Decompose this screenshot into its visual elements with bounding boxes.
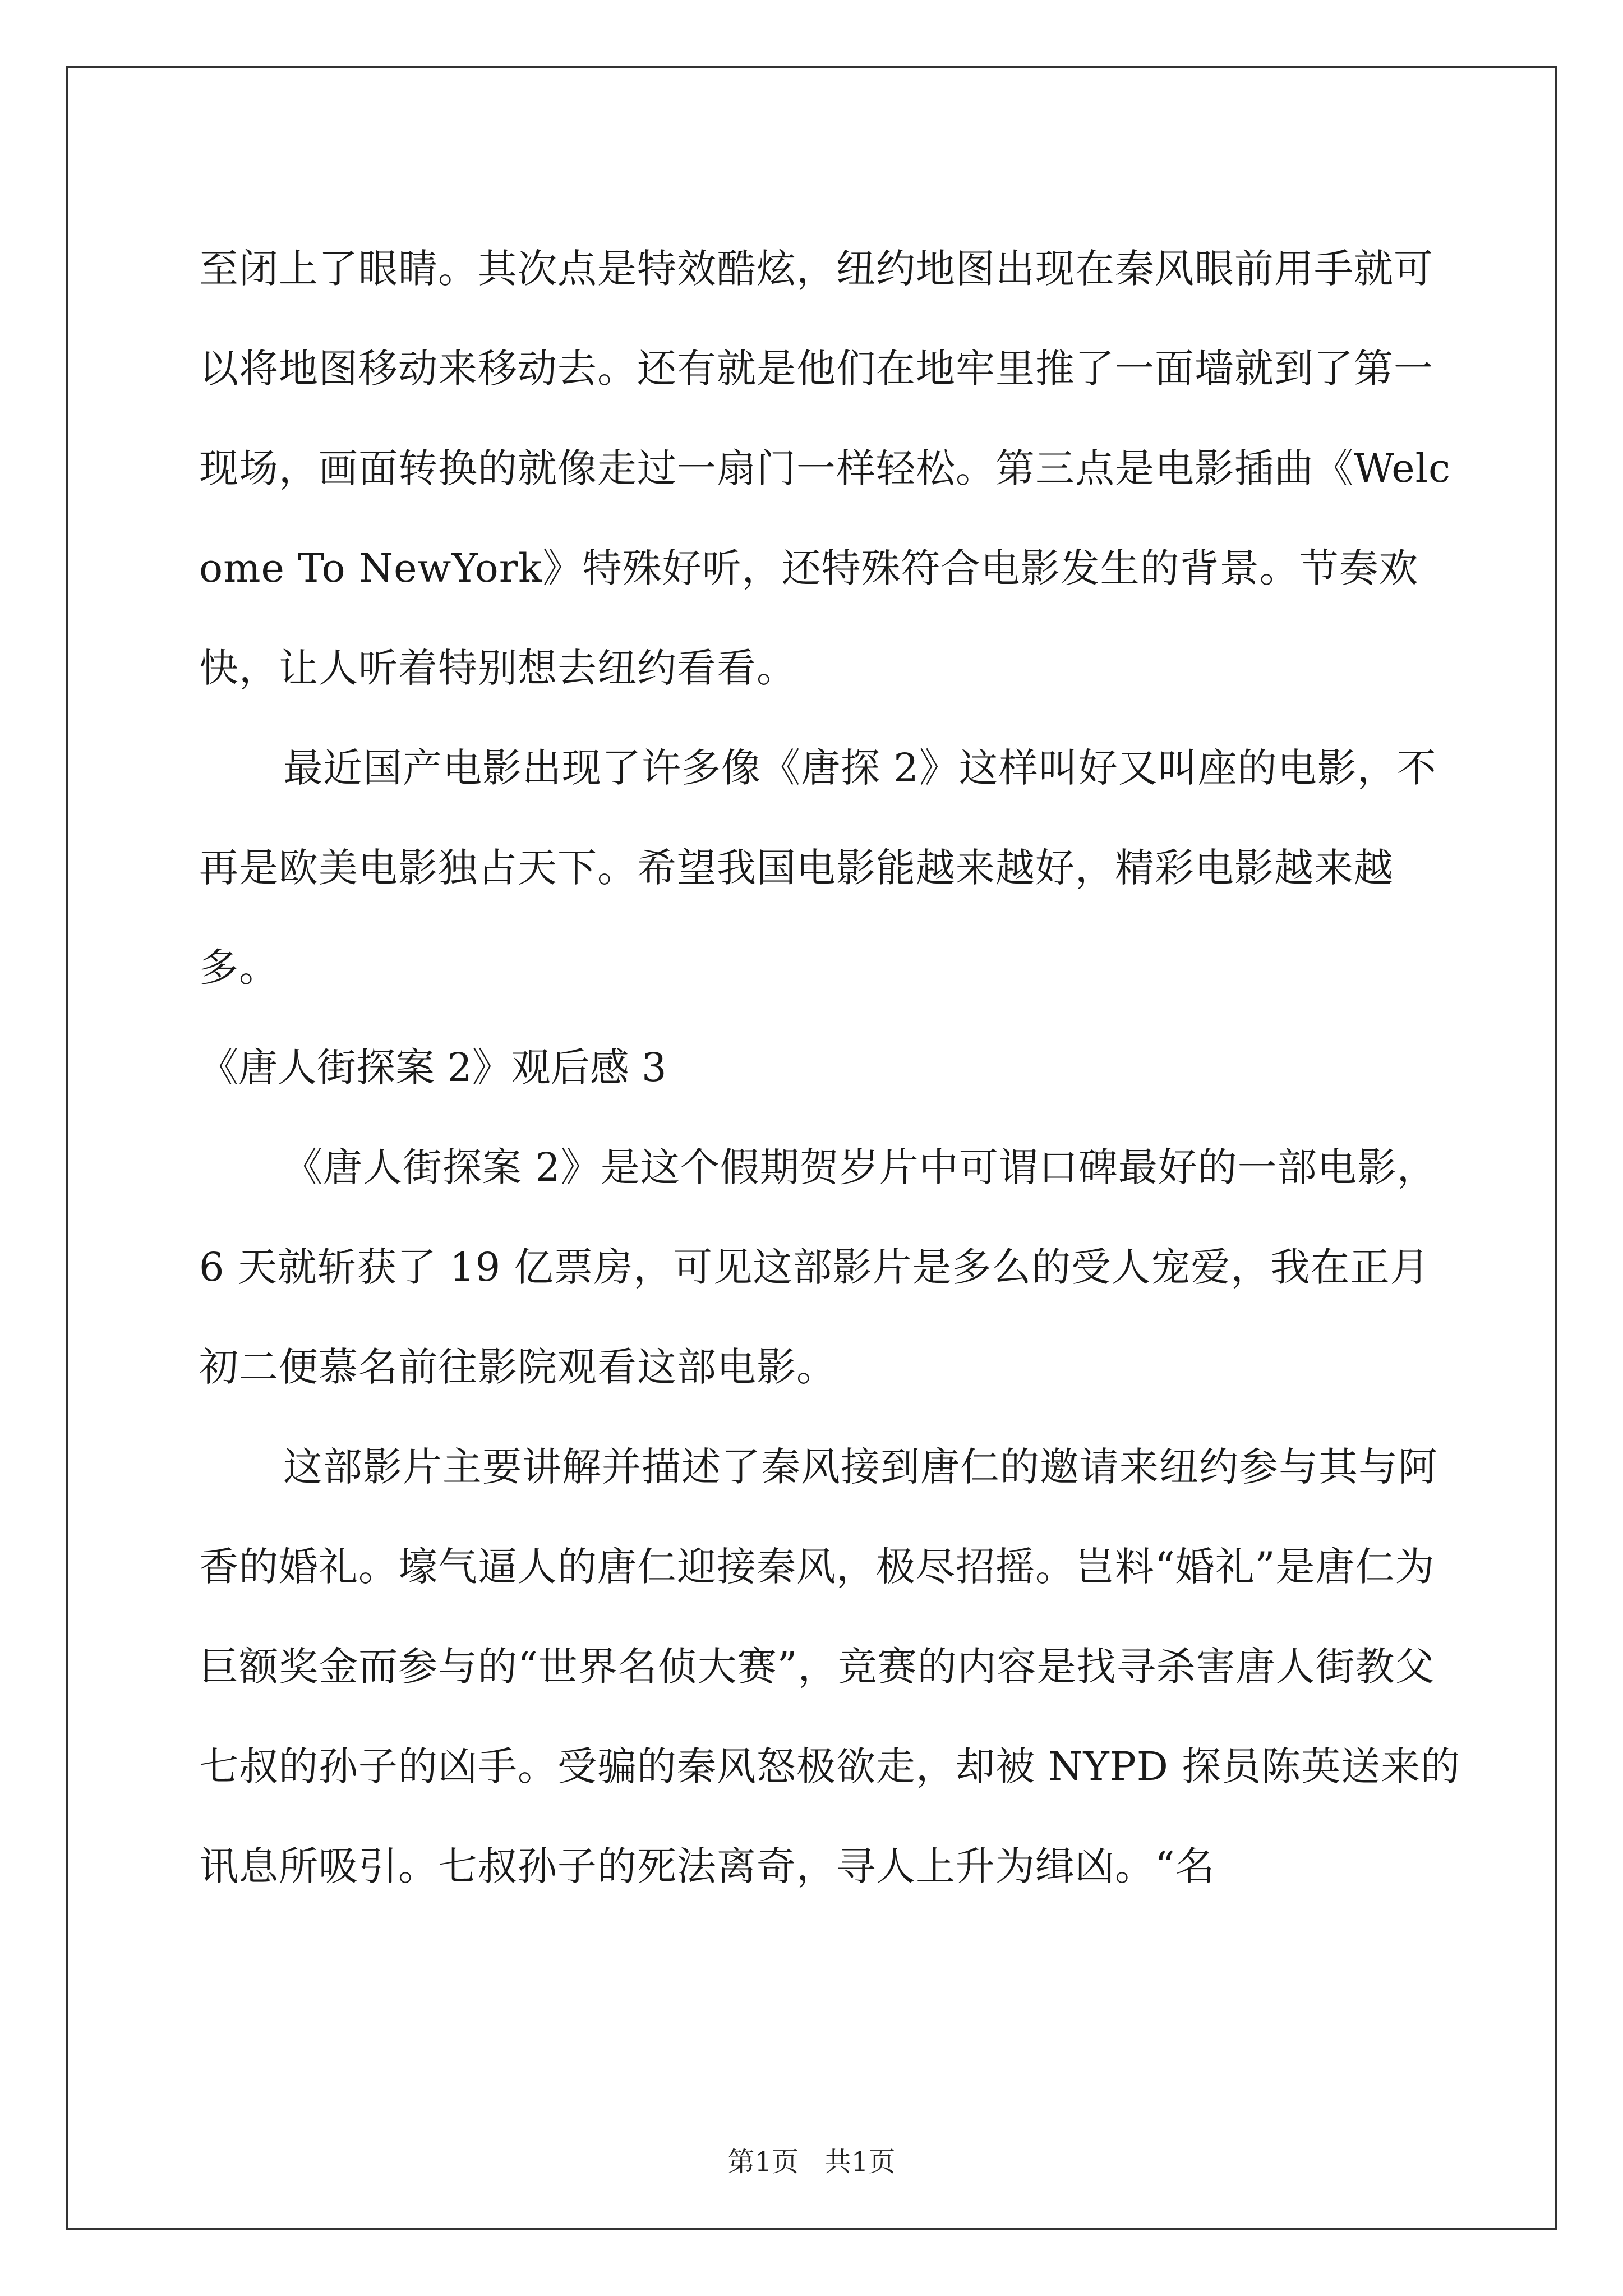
paragraph: 最近国产电影出现了许多像《唐探 2》这样叫好又叫座的电影，不再是欧美电影独占天下。希望我国电影能越来越好，精彩电影越来越多。: [199, 745, 1437, 991]
section-heading: 《唐人街探案 2》观后感 3: [199, 1045, 667, 1091]
paragraph-continued: 至闭上了眼睛。其次点是特效酷炫，纽约地图出现在秦风眼前用手就可以将地图移动来移动去。还有就是他们在地牢里推了一面墙就到了第一现场，画面转换的就像走过一扇门一样轻松。第三点是电影插曲《Welcome To NewYork》特殊好听，还特殊符合电影发生的背景。节奏欢快，让人听着特别想去纽约看看。: [199, 246, 1451, 691]
paragraph: 这部影片主要讲解并描述了秦风接到唐仁的邀请来纽约参与其与阿香的婚礼。壕气逼人的唐仁迎接秦风，极尽招摇。岂料“婚礼”是唐仁为巨额奖金而参与的“世界名侦大赛”，竞赛的内容是找寻杀害唐人街教父七叔的孙子的凶手。受骗的秦风怒极欲走，却被 NYPD 探员陈英送来的讯息所吸引。七叔孙子的死法离奇，寻人上升为缉凶。“名: [199, 1444, 1461, 1889]
document-body: [199, 219, 1461, 1916]
page-footer: 第1页 共1页: [727, 2146, 896, 2178]
paragraph: 《唐人街探案 2》是这个假期贺岁片中可谓口碑最好的一部电影，6 天就斩获了 19 亿票房，可见这部影片是多么的受人宠爱，我在正月初二便慕名前往影院观看这部电影。: [199, 1144, 1437, 1390]
